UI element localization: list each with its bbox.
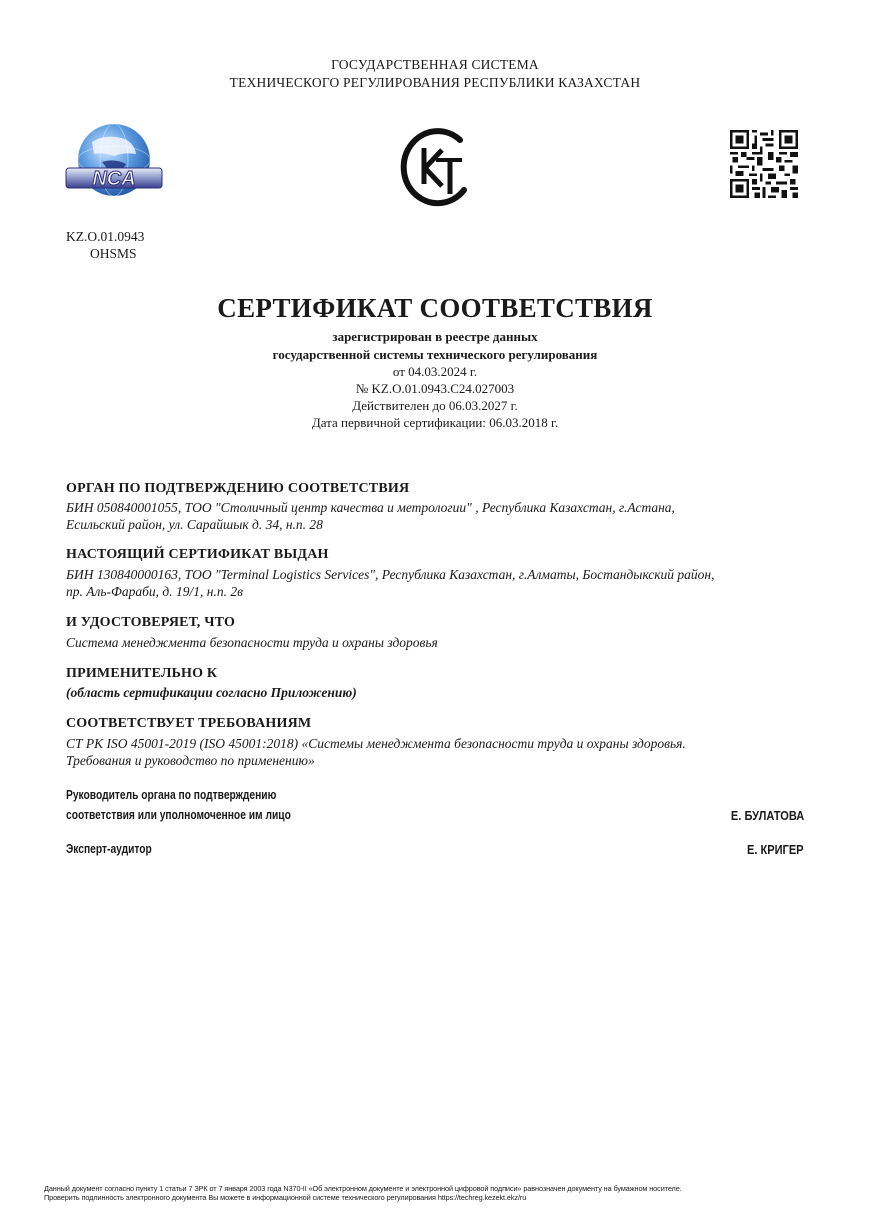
expert-auditor-name: Е. КРИГЕР: [747, 842, 804, 857]
section-heading-issued: НАСТОЯЩИЙ СЕРТИФИКАТ ВЫДАН: [66, 547, 329, 562]
section-text-requirements-2: Требования и руководство по применению»: [66, 753, 315, 768]
accreditation-code: KZ.O.01.0943: [66, 229, 145, 244]
certificate-valid-until: Действителен до 06.03.2027 г.: [352, 398, 518, 413]
certificate-date: от 04.03.2024 г.: [392, 364, 478, 379]
header-line-1: ГОСУДАРСТВЕННАЯ СИСТЕМА: [331, 57, 539, 72]
section-text-body-2: Есильский район, ул. Сарайшык д. 34, н.п. 28: [66, 517, 323, 532]
section-text-body-1: БИН 050840001055, ТОО "Столичный центр качества и метрологии" , Республика Казахстан, г.Астана,: [66, 500, 675, 515]
head-signatory-label-2: соответствия или уполномоченное им лицо: [66, 808, 291, 822]
certificate-number: № KZ.O.01.0943.C24.027003: [355, 381, 515, 396]
header-line-2: ТЕХНИЧЕСКОГО РЕГУЛИРОВАНИЯ РЕСПУБЛИКИ КАЗАХСТАН: [229, 75, 641, 90]
section-text-certifies: Система менеджмента безопасности труда и охраны здоровья: [66, 635, 438, 650]
section-text-issued-1: БИН 130840000163, ТОО "Terminal Logistics Services", Республика Казахстан, г.Алматы, Бостандыкский район,: [66, 567, 715, 582]
accreditation-scheme: OHSMS: [90, 246, 137, 261]
qr-code-icon: [730, 130, 798, 198]
certificate-title: СЕРТИФИКАТ СООТВЕТСТВИЯ: [217, 293, 653, 323]
section-text-applicable: (область сертификации согласно Приложению): [66, 685, 357, 700]
expert-auditor-label: Эксперт-аудитор: [66, 842, 152, 856]
section-heading-requirements: СООТВЕТСТВУЕТ ТРЕБОВАНИЯМ: [66, 716, 312, 731]
nca-logo: [64, 122, 164, 198]
registered-line-1: зарегистрирован в реестре данных: [332, 329, 538, 344]
head-signatory-name: Е. БУЛАТОВА: [730, 808, 804, 823]
head-signatory-label-1: Руководитель органа по подтверждению: [66, 788, 277, 802]
nca-globe-icon: [64, 122, 164, 198]
section-text-requirements-1: СТ РК ISO 45001-2019 (ISO 45001:2018) «Системы менеджмента безопасности труда и охраны здоровья.: [66, 736, 686, 751]
section-heading-body: ОРГАН ПО ПОДТВЕРЖДЕНИЮ СООТВЕТСТВИЯ: [66, 481, 410, 496]
qr-code: [730, 130, 798, 198]
kz-mark-icon: [396, 124, 476, 208]
section-text-issued-2: пр. Аль-Фараби, д. 19/1, н.п. 2в: [66, 584, 243, 599]
footer-verification-note: Проверить подлинность электронного документа Вы можете в информационной системе технического регулирования https://techreg.kezekt.ekz/ru: [44, 1193, 527, 1202]
section-heading-certifies: И УДОСТОВЕРЯЕТ, ЧТО: [66, 615, 236, 630]
nca-logo-text: NCA: [92, 168, 136, 190]
registered-line-2: государственной системы технического регулирования: [272, 347, 598, 362]
section-heading-applicable: ПРИМЕНИТЕЛЬНО К: [66, 666, 218, 681]
footer-legal-note: Данный документ согласно пункту 1 статьи 7 ЗРК от 7 января 2003 года N370-II «Об электронном документе и электронной цифровой подписи» равнозначен документу на бумажном носителе.: [44, 1184, 682, 1193]
kz-conformity-mark: [396, 124, 476, 208]
first-certification-date: Дата первичной сертификации: 06.03.2018 г.: [311, 415, 559, 430]
